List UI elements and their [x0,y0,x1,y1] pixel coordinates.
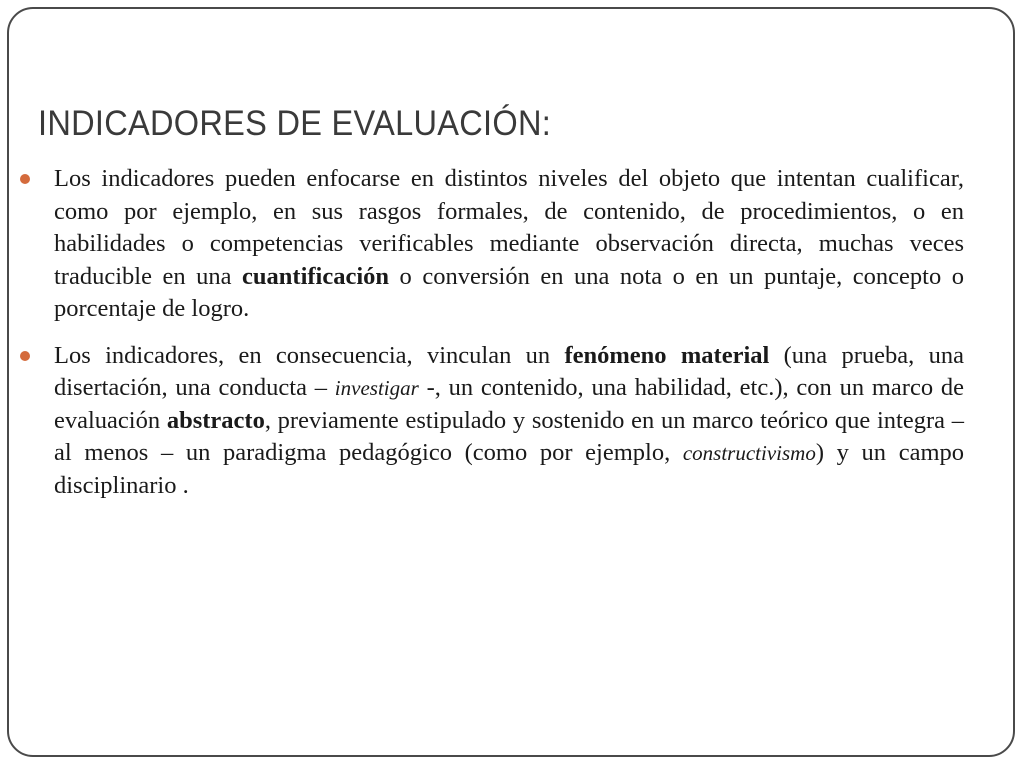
bullet-list [20,163,964,516]
bullet-item-2 [20,340,964,503]
bullet-2-italic-investigar: investigar [334,376,419,400]
bullet-dot-icon [20,174,30,184]
bullet-dot-icon [20,351,30,361]
bullet-2-text-4: , previamente estipulado y sostenido en un marco teórico que integra – al menos – un paradigma pedagógico (como por ejemplo, [54,406,964,466]
bullet-2-bold-fenomeno: fenómeno material [564,341,770,369]
slide-title: INDICADORES DE EVALUACIÓN: [38,104,552,143]
bullet-item-1 [20,163,964,326]
bullet-1-text-1: Los indicadores pueden enfocarse en distintos niveles del objeto que intentan cualificar, como por ejemplo, en sus rasgos formales, de contenido, de procedimientos, o en habilidades o competencias verificables mediante observación directa, muchas veces traducible en una [54,165,964,290]
bullet-2-text-2: (una prueba, una disertación, una conducta – [54,341,964,401]
bullet-2-bold-abstracto: abstracto [166,406,265,434]
bullet-1-text-2: o conversión en una nota o en un puntaje, concepto o porcentaje de logro. [54,262,964,322]
bullet-2-italic-constructivismo: constructivismo [682,441,816,465]
bullet-2-text-1: Los indicadores, en consecuencia, vinculan un [54,341,565,369]
bullet-1-bold-cuantificacion: cuantificación [242,262,390,290]
bullet-2-text-5: ) y un campo disciplinario . [54,439,965,499]
bullet-2-text-3: -, un contenido, una habilidad, etc.), con un marco de evaluación [54,374,964,434]
